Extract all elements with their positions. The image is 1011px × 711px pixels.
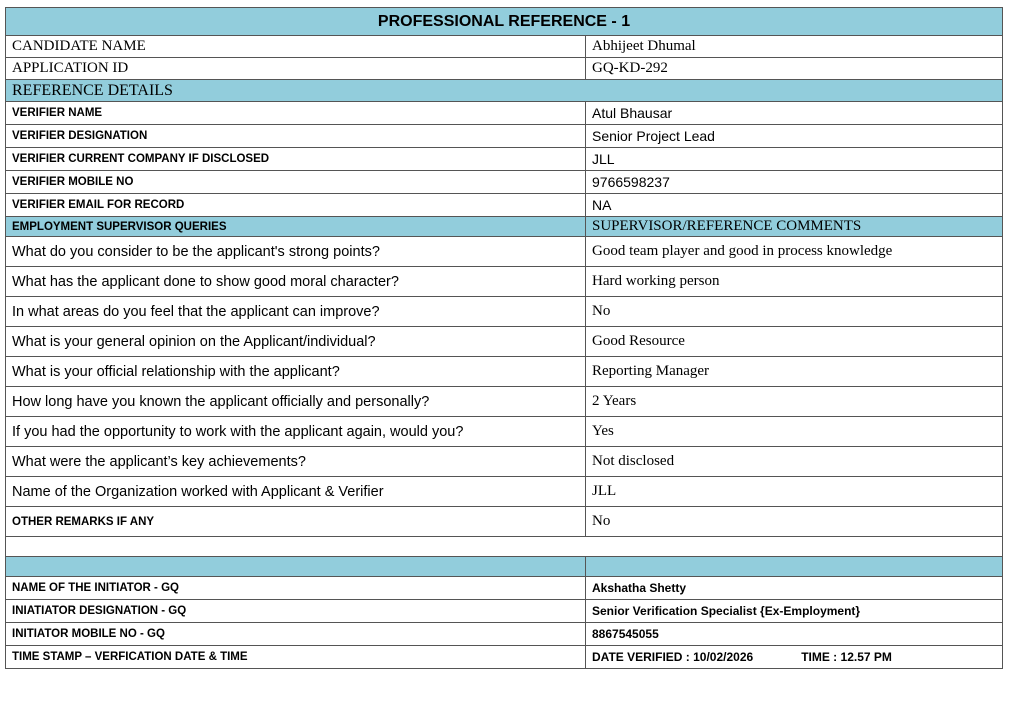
verifier-value: JLL <box>586 148 1003 171</box>
queries-header-right: SUPERVISOR/REFERENCE COMMENTS <box>586 217 1003 237</box>
initiator-label: INITIATOR MOBILE NO - GQ <box>6 623 586 646</box>
query-question: What is your general opinion on the Applicant/individual? <box>6 327 586 357</box>
query-row <box>6 447 1003 477</box>
initiator-value: 8867545055 <box>586 623 1003 646</box>
query-answer: 2 Years <box>586 387 1003 417</box>
other-remarks-value: No <box>586 507 1003 537</box>
verifier-label: VERIFIER NAME <box>6 102 586 125</box>
initiator-label: NAME OF THE INITIATOR - GQ <box>6 577 586 600</box>
initiator-value: Senior Verification Specialist {Ex-Employment} <box>586 600 1003 623</box>
verifier-row <box>6 148 1003 171</box>
verifier-label: VERIFIER CURRENT COMPANY IF DISCLOSED <box>6 148 586 171</box>
other-remarks-label: OTHER REMARKS IF ANY <box>6 507 586 537</box>
timestamp-row <box>6 646 1003 669</box>
query-row <box>6 357 1003 387</box>
query-row <box>6 297 1003 327</box>
blue-spacer-row <box>6 557 1003 577</box>
query-answer: JLL <box>586 477 1003 507</box>
query-answer: Reporting Manager <box>586 357 1003 387</box>
query-question: What do you consider to be the applicant's strong points? <box>6 237 586 267</box>
blank-cell <box>6 537 1003 557</box>
timestamp-label: TIME STAMP – VERFICATION DATE & TIME <box>6 646 586 669</box>
verifier-label: VERIFIER EMAIL FOR RECORD <box>6 194 586 217</box>
initiator-value: Akshatha Shetty <box>586 577 1003 600</box>
query-answer: Hard working person <box>586 267 1003 297</box>
query-answer: No <box>586 297 1003 327</box>
query-answer: Yes <box>586 417 1003 447</box>
blank-row <box>6 537 1003 557</box>
verifier-label: VERIFIER DESIGNATION <box>6 125 586 148</box>
query-question: What is your official relationship with the applicant? <box>6 357 586 387</box>
candidate-label: CANDIDATE NAME <box>6 36 586 58</box>
verifier-value: NA <box>586 194 1003 217</box>
query-answer: Good Resource <box>586 327 1003 357</box>
queries-header-left: EMPLOYMENT SUPERVISOR QUERIES <box>6 217 586 237</box>
query-answer: Not disclosed <box>586 447 1003 477</box>
query-question: What were the applicant’s key achievements? <box>6 447 586 477</box>
verifier-value: Atul Bhausar <box>586 102 1003 125</box>
candidate-row <box>6 36 1003 58</box>
initiator-row <box>6 577 1003 600</box>
application-row <box>6 58 1003 80</box>
application-label: APPLICATION ID <box>6 58 586 80</box>
initiator-label: INIATIATOR DESIGNATION - GQ <box>6 600 586 623</box>
query-row <box>6 417 1003 447</box>
time-verified: TIME : 12.57 PM <box>801 650 892 664</box>
query-row <box>6 387 1003 417</box>
query-question: What has the applicant done to show good moral character? <box>6 267 586 297</box>
reference-details-heading: REFERENCE DETAILS <box>6 80 1003 102</box>
queries-header-row <box>6 217 1003 237</box>
verifier-value: Senior Project Lead <box>586 125 1003 148</box>
initiator-row <box>6 623 1003 646</box>
verifier-row <box>6 125 1003 148</box>
query-row <box>6 327 1003 357</box>
verifier-label: VERIFIER MOBILE NO <box>6 171 586 194</box>
query-question: In what areas do you feel that the applicant can improve? <box>6 297 586 327</box>
query-question: Name of the Organization worked with Applicant & Verifier <box>6 477 586 507</box>
initiator-row <box>6 600 1003 623</box>
verifier-value: 9766598237 <box>586 171 1003 194</box>
blue-spacer-right <box>586 557 1003 577</box>
date-verified: DATE VERIFIED : 10/02/2026 <box>592 650 754 664</box>
query-row <box>6 237 1003 267</box>
verifier-row <box>6 171 1003 194</box>
query-row <box>6 477 1003 507</box>
query-question: If you had the opportunity to work with the applicant again, would you? <box>6 417 586 447</box>
reference-form <box>5 7 1003 669</box>
other-remarks-row <box>6 507 1003 537</box>
query-answer: Good team player and good in process knowledge <box>586 237 1003 267</box>
blue-spacer-left <box>6 557 586 577</box>
form-title: PROFESSIONAL REFERENCE - 1 <box>6 8 1003 36</box>
verifier-row <box>6 194 1003 217</box>
timestamp-value <box>586 646 1003 669</box>
query-row <box>6 267 1003 297</box>
query-question: How long have you known the applicant officially and personally? <box>6 387 586 417</box>
verifier-row <box>6 102 1003 125</box>
application-value: GQ-KD-292 <box>586 58 1003 80</box>
candidate-value: Abhijeet Dhumal <box>586 36 1003 58</box>
